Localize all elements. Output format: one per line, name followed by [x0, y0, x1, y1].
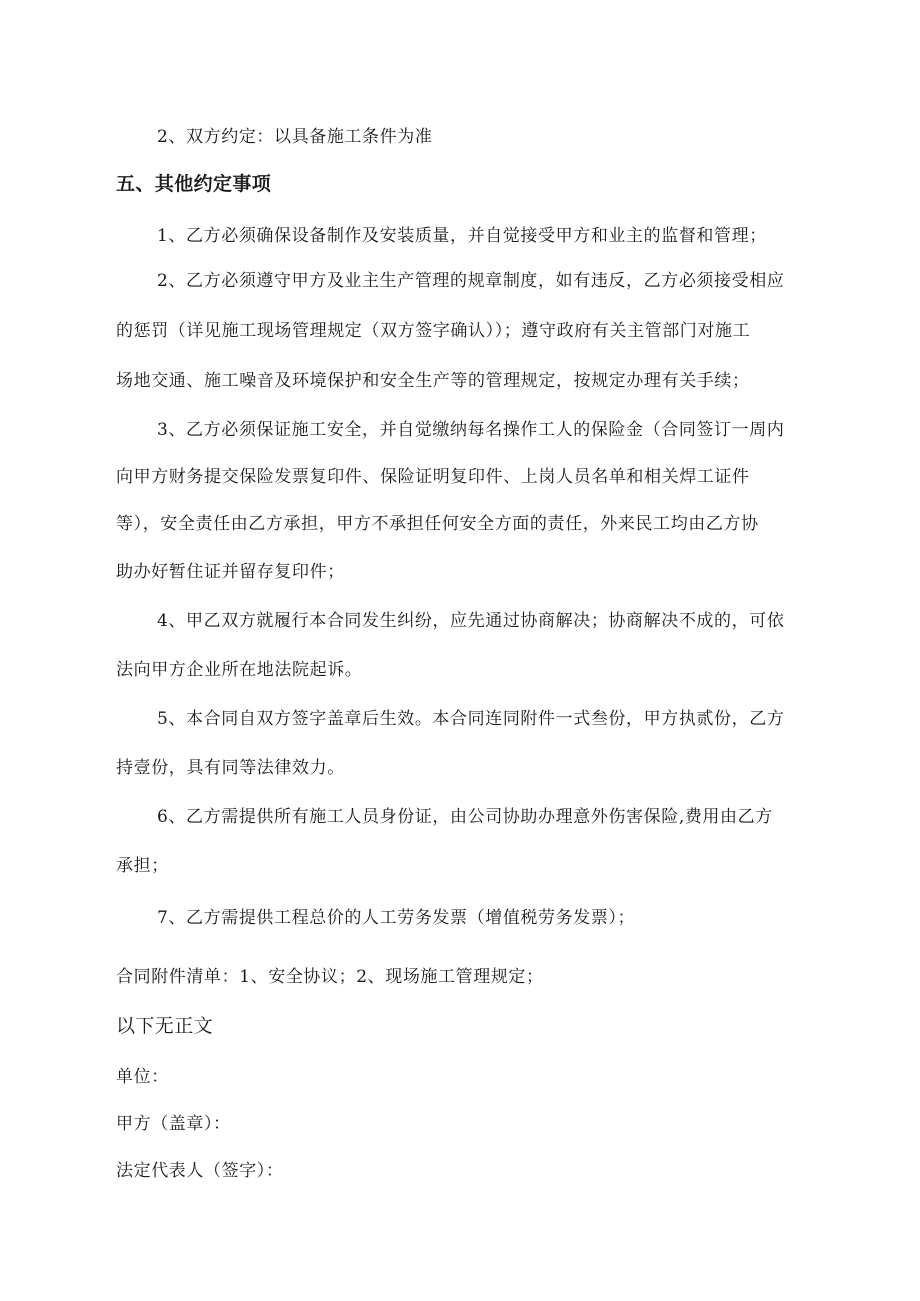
clause-4-line-1: 4、甲乙双方就履行本合同发生纠纷，应先通过协商解决；协商解决不成的，可依: [157, 611, 785, 631]
clause-5-line-1: 5、本合同自双方签字盖章后生效。本合同连同附件一式叁份，甲方执贰份，乙方: [157, 709, 785, 729]
no-further-text-heading: 以下无正文: [116, 1015, 214, 1037]
clause-2-line-1: 2、乙方必须遵守甲方及业主生产管理的规章制度，如有违反，乙方必须接受相应: [157, 271, 785, 291]
section-heading-other-terms: 五、其他约定事项: [116, 173, 272, 195]
clause-4-line-2: 法向甲方企业所在地法院起诉。: [116, 660, 363, 680]
clause-1-line-1: 1、乙方必须确保设备制作及安装质量，并自觉接受甲方和业主的监督和管理；: [157, 226, 767, 246]
signature-legal-rep-label: 法定代表人（签字）：: [116, 1161, 284, 1181]
clause-6-line-1: 6、乙方需提供所有施工人员身份证，由公司协助办理意外伤害保险,费用由乙方: [157, 807, 773, 827]
clause-5-line-2: 持壹份，具有同等法律效力。: [116, 758, 345, 778]
attachment-list: 合同附件清单：1、安全协议；2、现场施工管理规定；: [116, 967, 544, 987]
clause-3-line-4: 助办好暂住证并留存复印件；: [116, 562, 345, 582]
clause-2-line-2: 的惩罚（详见施工现场管理规定（双方签字确认））；遵守政府有关主管部门对施工: [116, 321, 751, 341]
clause-6-line-2: 承担；: [116, 856, 169, 876]
clause-2-line-3: 场地交通、施工噪音及环境保护和安全生产等的管理规定，按规定办理有关手续；: [116, 371, 750, 391]
clause-3-line-1: 3、乙方必须保证施工安全，并自觉缴纳每名操作工人的保险金（合同签订一周内: [157, 420, 785, 440]
clause-3-line-2: 向甲方财务提交保险发票复印件、保险证明复印件、上岗人员名单和相关焊工证件: [116, 467, 750, 487]
clause-3-line-3: 等），安全责任由乙方承担，甲方不承担任何安全方面的责任，外来民工均由乙方协: [116, 514, 759, 534]
clause-7-line-1: 7、乙方需提供工程总价的人工劳务发票（增值税劳务发票）；: [157, 908, 636, 928]
contract-clause-4-2: 2、双方约定：以具备施工条件为准: [157, 127, 433, 147]
signature-party-a-label: 甲方（盖章）：: [116, 1114, 231, 1134]
signature-unit-label: 单位：: [116, 1067, 169, 1087]
